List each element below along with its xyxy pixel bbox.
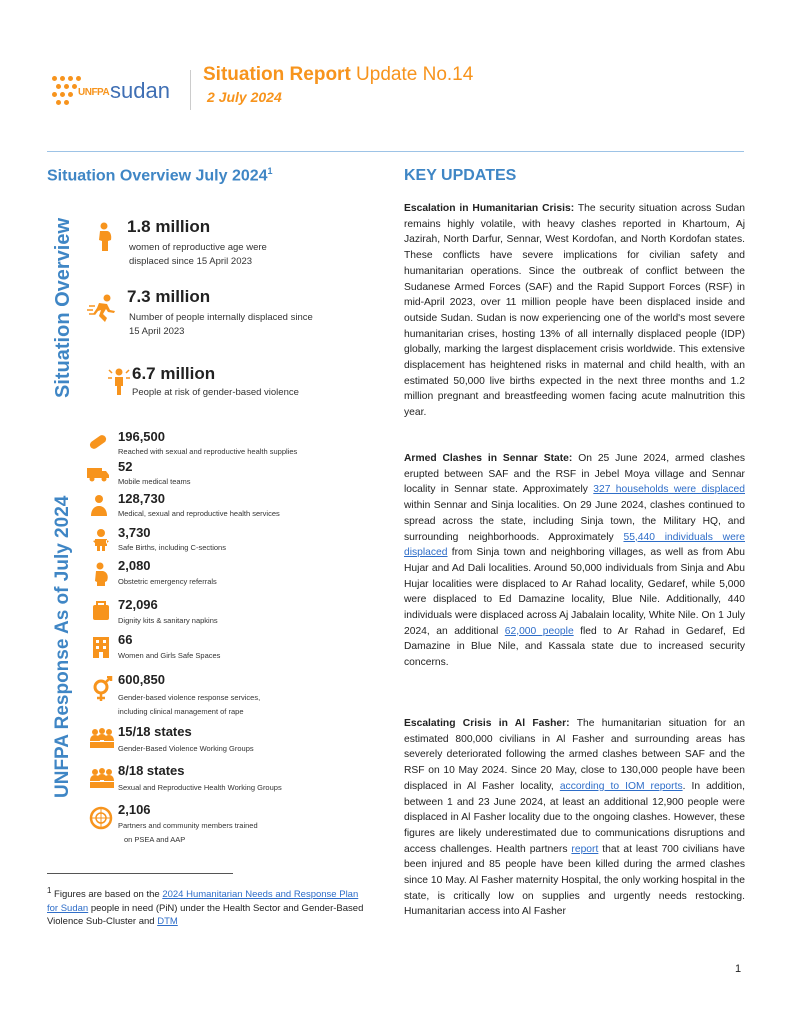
group-icon [89, 727, 115, 754]
response-label: Partners and community members trained [118, 821, 258, 830]
response-value: 8/18 states [118, 763, 185, 778]
gender-icon [91, 676, 113, 707]
running-person-icon [87, 294, 113, 326]
person-at-risk-icon [106, 366, 132, 400]
paragraph-text: within Sennar and Sinja localities. On 29 June 2024, clashes continued to spread across the state, including Sinja town, the Military HQ, and surrounding neighborhoods. Approximately [404, 500, 745, 543]
overview-title [47, 166, 273, 185]
iom-reports-link[interactable]: according to IOM reports [559, 780, 683, 792]
paragraph-text: The security situation across Sudan remains highly volatile, with heavy clashes reported in Khartoum, Aj Jazirah, North Darfur, Sennar, West Kordofan, and North Kordofan states. These conflicts have severe implications for civilian safety and humanitarian operations. Since the outbreak of conflict between the Sudanese Armed Forces (SAF) and the Rapid Support Forces (RSF) in mid-April 2023, over 11 million people have been displaced inside and outside Sudan. Sudan is now experiencing one of the world's most severe humanitarian crises, hosting 13% of all internally displaced people (IDP) globally, marking the largest displacement crisis worldwide. This extensive displacement has heightened risks in maternal and child health, with an estimated 50,000 live births expected in the next three months and 1.2 million pregnant and breastfeeding women facing acute malnutrition this year. [404, 203, 745, 419]
paragraph-text: . In addition, between 1 and 23 June 2024, at least an additional 12,900 people were displaced in Al Fasher locality due to the ongoing clashes. However, these figures are likely underestimated due to communications disruptions and access challenges. Health partners [404, 780, 746, 855]
response-value: 2,106 [118, 802, 151, 817]
response-value: 3,730 [118, 525, 151, 540]
logo-country-text: sudan [110, 78, 170, 103]
logo-divider [190, 70, 191, 110]
footnote-marker: 1 [47, 886, 52, 895]
building-icon [91, 636, 111, 663]
response-value: 66 [118, 632, 133, 647]
paragraph-sennar-clashes [404, 451, 745, 671]
response-label: Safe Births, including C-sections [118, 543, 226, 552]
paragraph-heading: Escalation in Humanitarian Crisis: [404, 203, 575, 214]
response-value: 15/18 states [118, 724, 192, 739]
ambulance-icon [86, 465, 110, 488]
pregnancy-icon [91, 562, 111, 591]
group-icon [89, 767, 115, 794]
page-number: 1 [735, 963, 742, 975]
overview-title-text: Situation Overview July 2024 [47, 167, 268, 185]
baby-icon [92, 528, 110, 557]
stat-label: women of reproductive age were displaced since 15 April 2023 [129, 242, 267, 267]
key-updates-title: KEY UPDATES [404, 167, 517, 184]
response-label: Mobile medical teams [118, 477, 191, 486]
overview-vertical-label: Situation Overview [52, 217, 74, 398]
un-emblem-icon [89, 806, 113, 835]
response-value: 600,850 [118, 672, 165, 687]
paragraph-text: fled to Ar Rahad in Gedaref, Ed Damazine in Blue Nile, and Kassala state due to increased security concerns. [404, 625, 745, 669]
health-report-link[interactable]: report [571, 843, 599, 855]
paragraph-text: that at least 700 civilians have been injured and 85 people have been killed during the armed clashes since 10 May. Al Fasher maternity Hospital, the only working hospital in the state, is critically low on supplies and urgently needs restocking. Humanitarian access into Al Fasher [404, 843, 745, 918]
logo-unfpa-text: UNFPA [78, 87, 110, 98]
paragraph-heading: Escalating Crisis in Al Fasher: [404, 718, 570, 729]
response-label: Gender-Based Violence Working Groups [118, 744, 254, 753]
paragraph-heading: Armed Clashes in Sennar State: [404, 453, 573, 464]
paragraph-text: from Sinja town and neighboring villages, as well as from Abu Hujar and Ad Dali localities. Around 50,000 individuals from Sinja and Abu Hujar localities were displaced to Ar Rahad locality, Gedaref, while 5,000 were displaced to Ed Damazine locality, Blue Nile. Additionally, 440 individuals were displaced across Aj Jabalain locality, White Nile. On 1 July 2024, an additional [404, 547, 745, 637]
supplies-icon [88, 432, 108, 457]
health-worker-icon [89, 494, 109, 523]
response-label: Reached with sexual and reproductive health supplies [118, 447, 298, 456]
footnote-text: Figures are based on the [51, 889, 163, 901]
paragraph-text: On 25 June 2024, armed clashes erupted between SAF and the RSF in Jebel Moya village and Sennar locality in Sennar state. Approximately [404, 453, 745, 496]
overview-footnote-ref[interactable]: 1 [267, 166, 273, 176]
footnote-text: people in need (PiN) under the Health Sector and Gender-Based Violence Sub-Cluster and [47, 902, 364, 928]
response-value: 128,730 [118, 491, 165, 506]
stat-value: 6.7 million [132, 364, 216, 383]
footnote-divider [47, 873, 233, 874]
response-label: Medical, sexual and reproductive health services [118, 509, 280, 518]
response-value: 2,080 [118, 558, 151, 573]
response-vertical-label: UNFPA Response As of July 2024 [52, 495, 73, 798]
paragraph-humanitarian-crisis [404, 201, 745, 421]
response-label: including clinical management of rape [118, 707, 244, 716]
response-label: Gender-based violence response services, [118, 693, 261, 702]
households-displaced-link[interactable]: 327 households were displaced [593, 484, 745, 496]
response-label: Dignity kits & sanitary napkins [118, 616, 218, 625]
response-label: Women and Girls Safe Spaces [118, 651, 221, 660]
response-value: 52 [118, 459, 133, 474]
stat-label: Number of people internally displaced since 15 April 2023 [129, 312, 313, 337]
response-value: 196,500 [118, 429, 165, 444]
stat-label: People at risk of gender-based violence [132, 387, 299, 398]
stat-value: 1.8 million [127, 217, 211, 236]
dignity-kit-icon [91, 599, 111, 626]
response-label: on PSEA and AAP [124, 835, 186, 844]
paragraph-al-fasher [404, 716, 745, 920]
pregnant-woman-icon [91, 222, 117, 256]
dtm-link[interactable]: DTM [157, 916, 178, 928]
header-divider [47, 151, 744, 152]
response-value: 72,096 [118, 597, 158, 612]
report-title [203, 64, 473, 86]
response-label: Sexual and Reproductive Health Working Groups [118, 783, 282, 792]
people-fled-link[interactable]: 62,000 people [504, 625, 574, 637]
individuals-displaced-link[interactable]: 55,440 individuals were displaced [404, 531, 745, 559]
footnote [47, 884, 367, 929]
stat-value: 7.3 million [127, 287, 211, 306]
title-bold: Situation Report [203, 64, 351, 85]
title-rest: Update No.14 [350, 64, 474, 85]
report-date: 2 July 2024 [207, 89, 282, 105]
response-label: Obstetric emergency referrals [118, 577, 217, 586]
paragraph-text: The humanitarian situation for an estimated 800,000 civilians in Al Fasher and surrounding areas has severely deteriorated following the armed clashes between SAF and the RSF on 10 May 2024. Since 20 May, close to 130,000 people have been displaced in Al Fasher locality, [404, 718, 746, 792]
hnrp-link[interactable]: 2024 Humanitarian Needs and Response Plan for Sudan [47, 889, 359, 914]
